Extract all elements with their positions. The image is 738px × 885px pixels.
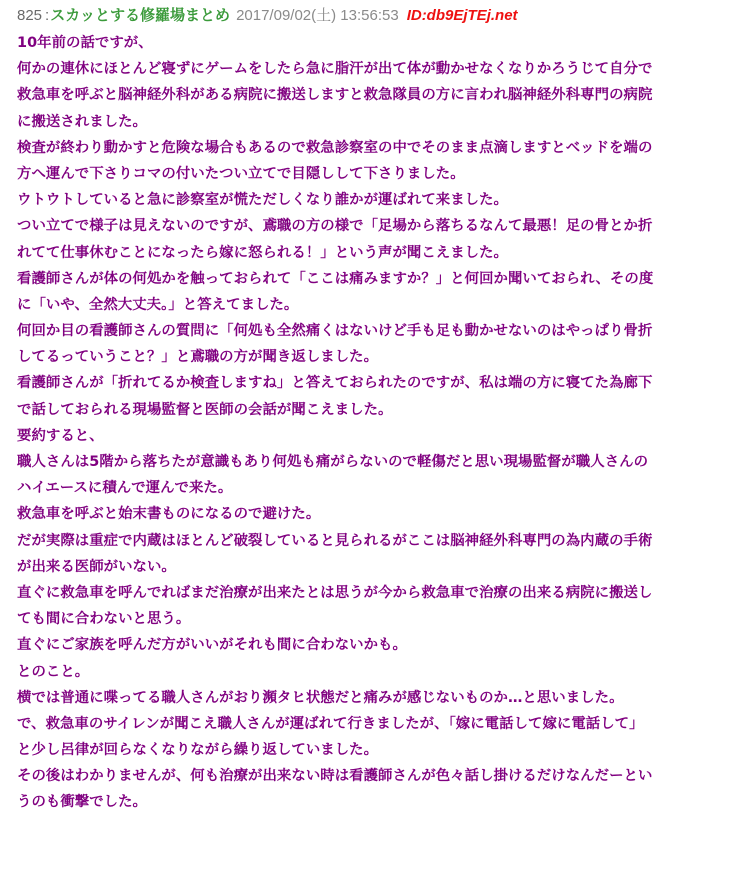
post-line: つい立てで様子は見えないのですが、鳶職の方の様で「足場から落ちるなんて最悪！足の骨とか折 (17, 218, 653, 235)
post-line: 要約すると、 (17, 427, 104, 444)
poster-name: スカッとする修羅場まとめ (50, 6, 231, 24)
post-line: 横では普通に喋ってる職人さんがおり瀕タヒ状態だと痛みが感じないものか…と思いました。 (17, 689, 624, 706)
post-line: ハイエースに積んで運んで来た。 (17, 480, 233, 497)
post-line: 方へ運んで下さりコマの付いたつい立てで目隠しして下さりました。 (17, 165, 465, 182)
post-line: とのこと。 (17, 663, 90, 680)
post-line: 直ぐにご家族を呼んだ方がいいがそれも間に合わないかも。 (17, 637, 407, 654)
post-line: 救急車を呼ぶと始末書ものになるので避けた。 (17, 506, 321, 523)
post-line: うのも衝撃でした。 (17, 794, 147, 811)
post-line: 救急車を呼ぶと脳神経外科がある病院に搬送しますと救急隊員の方に言われ脳神経外科専門の病院 (17, 87, 653, 104)
post-number[interactable]: 825 (17, 7, 43, 24)
post-line: に搬送されました。 (17, 113, 147, 130)
poster-id[interactable]: ID:db9EjTEj.net (406, 7, 518, 24)
post-header (17, 0, 732, 30)
post-line: れてて仕事休むことになったら嫁に怒られる！」という声が聞こえました。 (17, 244, 508, 261)
post-line: で、救急車のサイレンが聞こえ職人さんが運ばれて行きましたが、「嫁に電話して嫁に電話して」 (17, 715, 644, 732)
post-line: 検査が終わり動かすと危険な場合もあるので救急診察室の中でそのまま点滴しますとベッドを端の (17, 139, 653, 156)
post-line: 看護師さんが「折れてるか検査しますね」と答えておられたのですが、私は端の方に寝てた為廊下 (17, 375, 653, 392)
post-line: 何かの連休にほとんど寝ずにゲームをしたら急に脂汗が出て体が動かせなくなりかろうじて自分で (17, 61, 653, 78)
post-line: ても間に合わないと思う。 (17, 611, 191, 628)
post-date: 2017/09/02(土) 13:56:53 (236, 7, 399, 24)
post-line: 直ぐに救急車を呼んでればまだ治療が出来たとは思うが今から救急車で治療の出来る病院に搬送し (17, 584, 653, 601)
post-line: と少し呂律が回らなくなりながら繰り返していました。 (17, 742, 379, 759)
post-line: してるっていうこと？」と鳶職の方が聞き返しました。 (17, 349, 379, 366)
post-line: 何回か目の看護師さんの質問に「何処も全然痛くはないけど手も足も動かせないのはやっぱり骨折 (17, 323, 653, 340)
post-line: で話しておられる現場監督と医師の会話が聞こえました。 (17, 401, 393, 418)
post-line: ウトウトしていると急に診察室が慌ただしくなり誰かが運ばれて来ました。 (17, 192, 508, 209)
post-line: 職人さんは5階から落ちたが意識もあり何処も痛がらないので軽傷だと思い現場監督が職人さんの (17, 454, 649, 470)
post-body (17, 30, 732, 816)
post-line: が出来る医師がいない。 (17, 558, 176, 575)
post-line: 看護師さんが体の何処かを触っておられて「ここは痛みますか？」と何回か聞いておられ、その度 (17, 270, 654, 287)
post-line: その後はわかりませんが、何も治療が出来ない時は看護師さんが色々話し掛けるだけなんだーとい (17, 768, 653, 785)
post-line: に「いや、全然大丈夫。」と答えてました。 (17, 296, 299, 313)
post-line: 10年前の話ですが、 (17, 35, 153, 51)
post-line: だが実際は重症で内蔵はほとんど破裂していると見られるがここは脳神経外科専門の為内蔵の手術 (17, 532, 653, 549)
post-separator: : (45, 7, 50, 24)
